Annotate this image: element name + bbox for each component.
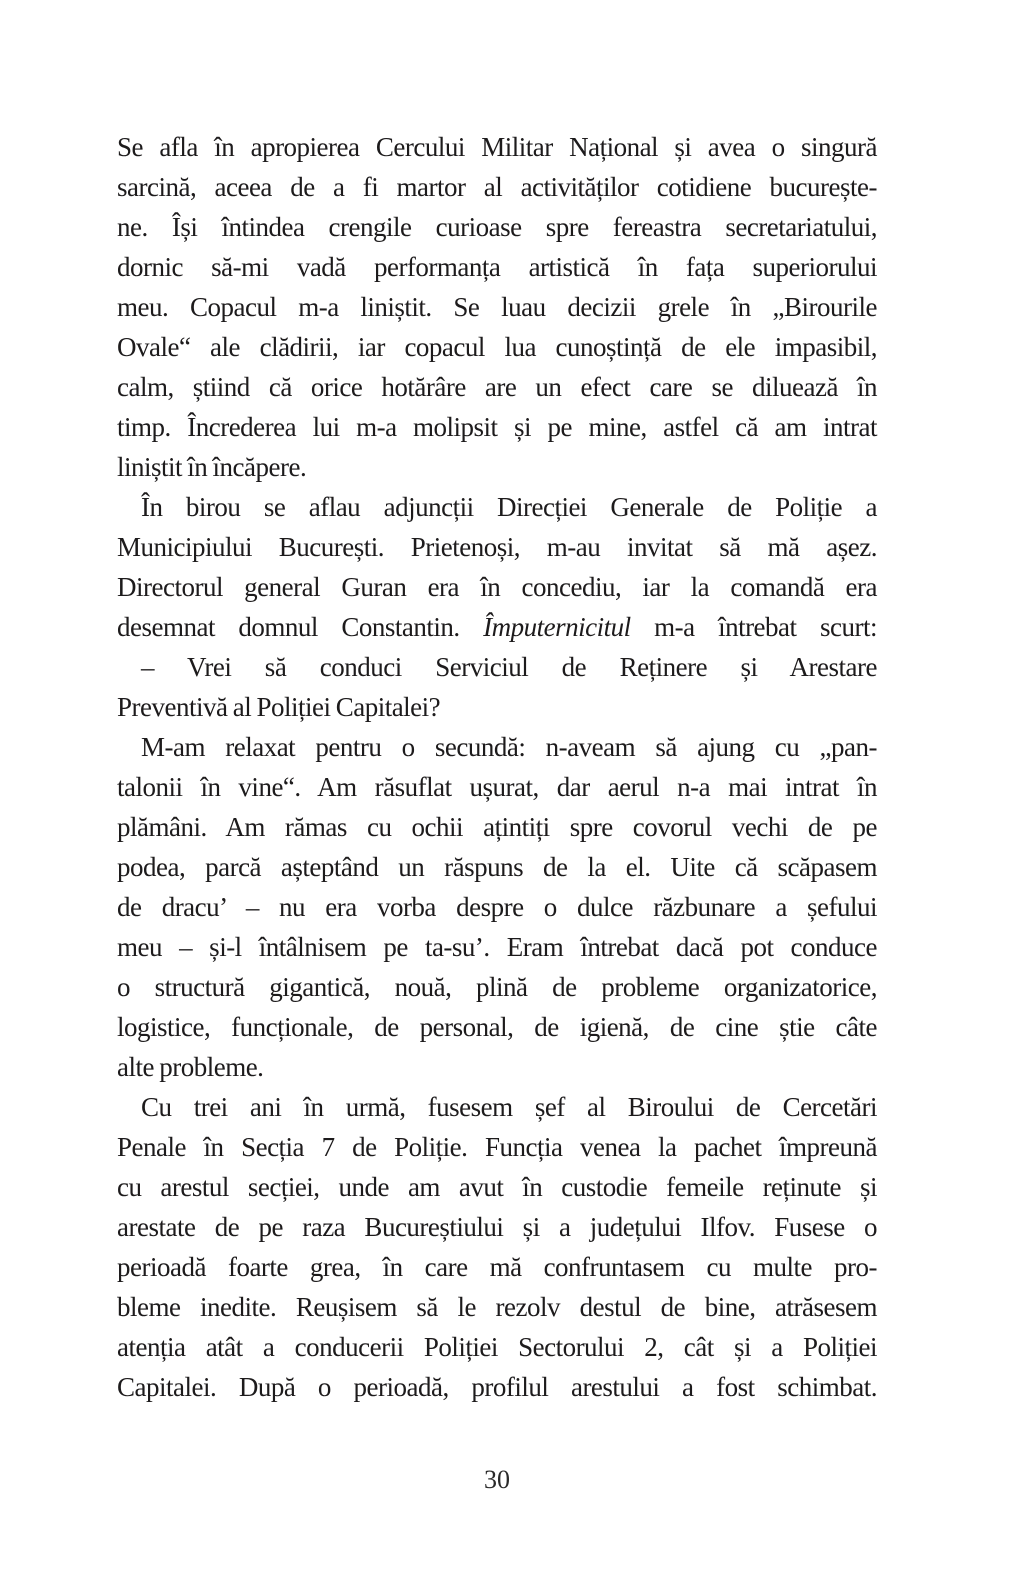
text-line: – Vrei să conduci Serviciul de Reținere și Arestare — [141, 652, 877, 682]
text-line: meu. Copacul m-a liniștit. Se luau decizii grele în „Birourile — [117, 292, 877, 322]
text-line: sarcină, aceea de a fi martor al activităților cotidiene bucurește- — [117, 172, 877, 202]
text-line: M-am relaxat pentru o secundă: n-aveam să ajung cu „pan- — [141, 732, 877, 762]
text-line: desemnat domnul Constantin. Împuternicitul m-a întrebat scurt: — [117, 612, 877, 642]
text-line: plămâni. Am rămas cu ochii ațintiți spre covorul vechi de pe — [117, 812, 877, 842]
paragraph — [117, 1087, 877, 1407]
text-line: Directorul general Guran era în concediu, iar la comandă era — [117, 572, 877, 602]
text-line: de dracu’ – nu era vorba despre o dulce răzbunare a șefului — [117, 892, 877, 922]
text-line: perioadă foarte grea, în care mă confruntasem cu multe pro- — [117, 1252, 877, 1282]
text-line: bleme inedite. Reușisem să le rezolv destul de bine, atrăsesem — [117, 1292, 877, 1322]
text-line: Capitalei. După o perioadă, profilul arestului a fost schimbat. — [117, 1372, 877, 1402]
text-line: alte probleme. — [117, 1052, 264, 1082]
text-line: liniștit în încăpere. — [117, 452, 307, 482]
text-line: În birou se aflau adjuncții Direcției Generale de Poliție a — [141, 492, 877, 522]
text-line: podea, parcă așteptând un răspuns de la el. Uite că scăpasem — [117, 852, 877, 882]
text-line: dornic să-mi vadă performanța artistică în fața superiorului — [117, 252, 877, 282]
text-line: Se afla în apropierea Cercului Militar Național și avea o singură — [117, 132, 877, 162]
text-line: calm, știind că orice hotărâre are un efect care se diluează în — [117, 372, 877, 402]
text-line: Municipiului București. Prietenoși, m-au invitat să mă așez. — [117, 532, 877, 562]
italic-word: Împuternicitul — [483, 612, 631, 642]
text-line: ne. Își întindea crengile curioase spre fereastra secretariatului, — [117, 212, 877, 242]
text-line: cu arestul secției, unde am avut în custodie femeile reținute și — [117, 1172, 877, 1202]
paragraph — [117, 127, 877, 487]
text-line: logistice, funcționale, de personal, de igienă, de cine știe câte — [117, 1012, 877, 1042]
text-line: arestate de pe raza Bucureștiului și a județului Ilfov. Fusese o — [117, 1212, 877, 1242]
paragraph — [117, 647, 877, 727]
paragraph — [117, 727, 877, 1087]
text-line: Ovale“ ale clădirii, iar copacul lua cunoștință de ele impasibil, — [117, 332, 877, 362]
text-line: Preventivă al Poliției Capitalei? — [117, 692, 441, 722]
text-line: Cu trei ani în urmă, fusesem șef al Biroului de Cercetări — [141, 1092, 877, 1122]
text-line: o structură gigantică, nouă, plină de probleme organizatorice, — [117, 972, 877, 1002]
paragraph — [117, 487, 877, 647]
text-line: talonii în vine“. Am răsuflat ușurat, dar aerul n-a mai intrat în — [117, 772, 877, 802]
text-line: meu – și-l întâlnisem pe ta-su’. Eram întrebat dacă pot conduce — [117, 932, 877, 962]
page-text-block — [117, 127, 877, 1407]
text-line: atenția atât a conducerii Poliției Sectorului 2, cât și a Poliției — [117, 1332, 877, 1362]
text-line: Penale în Secția 7 de Poliție. Funcția venea la pachet împreună — [117, 1132, 877, 1162]
page-number: 30 — [484, 1465, 510, 1494]
text-line: timp. Încrederea lui m-a molipsit și pe mine, astfel că am intrat — [117, 412, 877, 442]
